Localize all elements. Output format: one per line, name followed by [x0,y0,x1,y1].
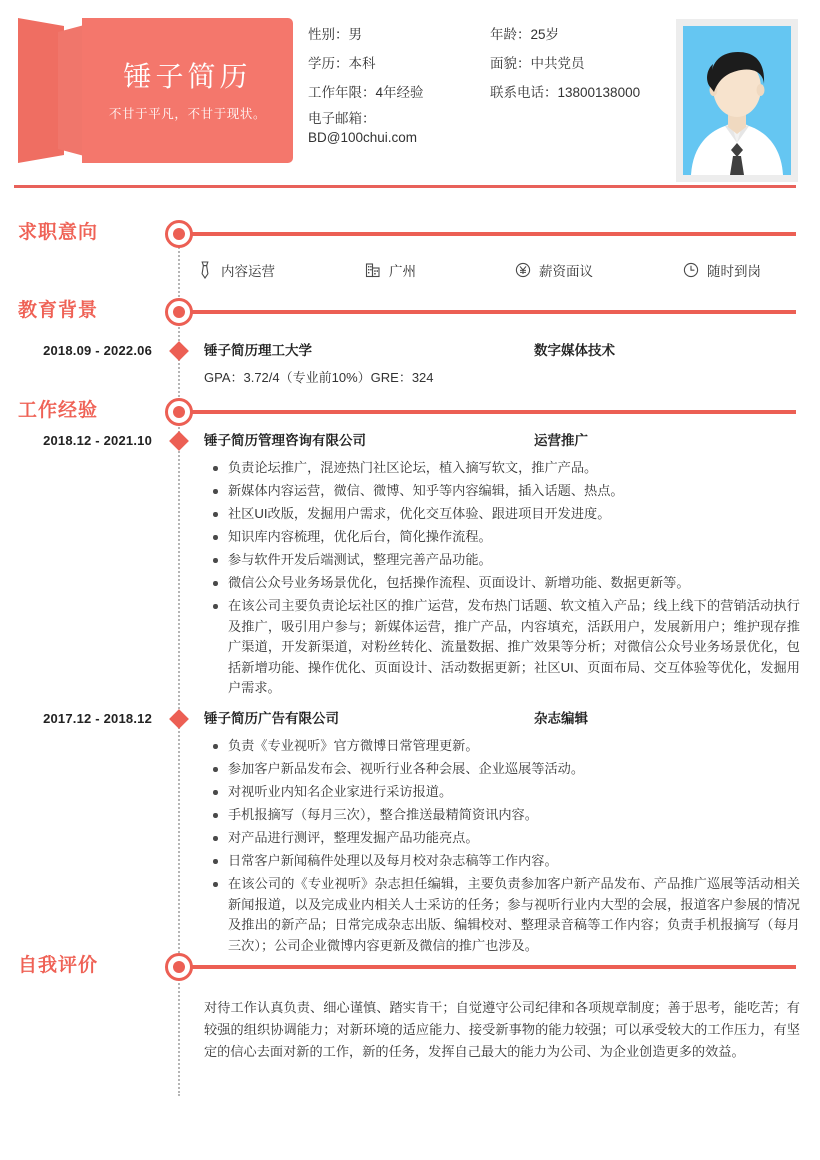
list-item: 日常客户新闻稿件处理以及每月校对杂志稿等工作内容。 [210,851,800,872]
personal-info-grid [308,22,660,147]
list-item: 参与软件开发后端测试，整理完善产品功能。 [210,550,800,571]
info-political-status: 面貌：中共党员 [490,56,585,71]
info-email: 电子邮箱：BD@100chui.com [308,111,418,145]
info-work-years: 工作年限：4年经验 [308,85,424,100]
avatar-illustration-icon [683,26,791,175]
work-duty-list [210,736,800,959]
list-item: 负责论坛推广，混迹热门社区论坛，植入摘写软文，推广产品。 [210,458,800,479]
job-intent-availability-label: 随时到岗 [707,264,761,279]
list-item: 知识库内容梳理，优化后台，简化操作流程。 [210,527,800,548]
list-item: 在该公司主要负责论坛社区的推广运营，发布热门话题、软文植入产品；线上线下的营销活动执行及推广，吸引用户参与；新媒体运营，推广产品，内容填充，活跃用户，发展新用户；维护现存推广渠道，开发新渠道，对粉丝转化、流量数据、推广效果等分析；对微信公众号业务场景优化，包括新增功能、操作优化、页面设计、活动数据更新；社区UI、页面布局、交互体验等优化，发掘用户需求。 [210,596,800,699]
info-phone: 联系电话：13800138000 [490,85,641,100]
timeline-marker-dot [173,406,185,418]
timeline-marker-dot [173,961,185,973]
necktie-icon [196,261,214,279]
education-entry-head [204,342,800,360]
yen-circle-icon [514,261,532,279]
section-title-self-evaluation: 自我评价 [18,955,99,976]
info-row [308,51,660,77]
section-rule-work-experience [192,410,796,414]
timeline-diamond-marker [169,709,189,729]
job-intent-position-label: 内容运营 [221,264,275,279]
work-entry-head [204,710,800,728]
info-age: 年龄：25岁 [490,27,560,42]
list-item: 对产品进行测评，整理发掘产品功能亮点。 [210,828,800,849]
job-intent-items [196,260,800,280]
info-row [308,22,660,48]
list-item: 新媒体内容运营，微信、微博、知乎等内容编辑，插入话题、热点。 [210,481,800,502]
section-title-education: 教育背景 [18,300,99,321]
work-entry-date: 2017.12 - 2018.12 [43,711,152,726]
job-intent-city-label: 广州 [389,264,416,279]
info-row [308,80,660,106]
resume-header [0,0,820,186]
timeline-diamond-marker [169,341,189,361]
list-item: 微信公众号业务场景优化，包括操作流程、页面设计、新增功能、数据更新等。 [210,573,800,594]
list-item: 手机报摘写（每月三次），整合推送最精简资讯内容。 [210,805,800,826]
work-entry-date: 2018.12 - 2021.10 [43,433,152,448]
timeline-marker-job-intent [165,220,193,248]
job-intent-availability [682,260,761,280]
self-evaluation-text: 对待工作认真负责、细心谨慎、踏实肯干；自觉遵守公司纪律和各项规章制度；善于思考，能吃苦；有较强的组织协调能力；对新环境的适应能力、接受新事物的能力较强；可以承受较大的工作压力，有坚定的信心去面对新的工作，新的任务，发挥自己最大的能力为公司、为企业创造更多的效益。 [204,1000,800,1059]
timeline-marker-self-evaluation [165,953,193,981]
list-item: 社区UI改版，发掘用户需求，优化交互体验、跟进项目开发进度。 [210,504,800,525]
timeline-marker-dot [173,228,185,240]
work-company-name: 锤子简历广告有限公司 [204,711,339,726]
education-major: 数字媒体技术 [534,343,615,358]
education-entry-date: 2018.09 - 2022.06 [43,343,152,358]
building-icon [364,261,382,279]
clock-icon [682,261,700,279]
list-item: 负责《专业视听》官方微博日常管理更新。 [210,736,800,757]
education-school-name: 锤子简历理工大学 [204,343,312,358]
work-entry-head [204,432,800,450]
timeline-diamond-marker [169,431,189,451]
section-title-job-intent: 求职意向 [18,222,99,243]
candidate-name: 锤子简历 [123,61,252,93]
timeline-marker-dot [173,306,185,318]
section-rule-job-intent [192,232,796,236]
timeline-marker-education [165,298,193,326]
work-job-title: 运营推广 [534,433,588,448]
timeline-marker-work [165,398,193,426]
section-rule-education [192,310,796,314]
job-intent-position [196,260,364,280]
candidate-slogan: 不甘于平凡，不甘于现状。 [108,106,267,121]
job-intent-city [364,260,514,280]
work-duty-list [210,458,800,701]
list-item: 对视听业内知名企业家进行采访报道。 [210,782,800,803]
info-education-level: 学历：本科 [308,56,376,71]
info-gender: 性别：男 [308,27,362,42]
education-gpa-note: GPA：3.72/4（专业前10%）GRE：324 [204,370,434,385]
avatar [683,26,791,175]
work-company-name: 锤子简历管理咨询有限公司 [204,433,366,448]
section-title-work-experience: 工作经验 [18,400,99,421]
list-item: 参加客户新品发布会、视听行业各种会展、企业巡展等活动。 [210,759,800,780]
header-divider [14,185,796,188]
section-rule-self-evaluation [192,965,796,969]
work-job-title: 杂志编辑 [534,711,588,726]
job-intent-salary-label: 薪资面议 [539,264,593,279]
job-intent-salary [514,260,682,280]
avatar-frame [676,19,798,182]
ribbon-body [82,18,293,163]
list-item: 在该公司的《专业视听》杂志担任编辑，主要负责参加客户新产品发布、产品推广巡展等活动相关新闻报道，以及完成业内相关人士采访的任务；参与视听行业内大型的会展，报道客户参展的情况及推出的新产品；日常完成杂志出版、编辑校对、整理录音稿等工作内容；负责手机报摘写（每月三次）；公司企业微博内容更新及微信的推广也涉及。 [210,874,800,956]
ribbon-fold-left [18,18,64,163]
name-ribbon [18,18,293,163]
